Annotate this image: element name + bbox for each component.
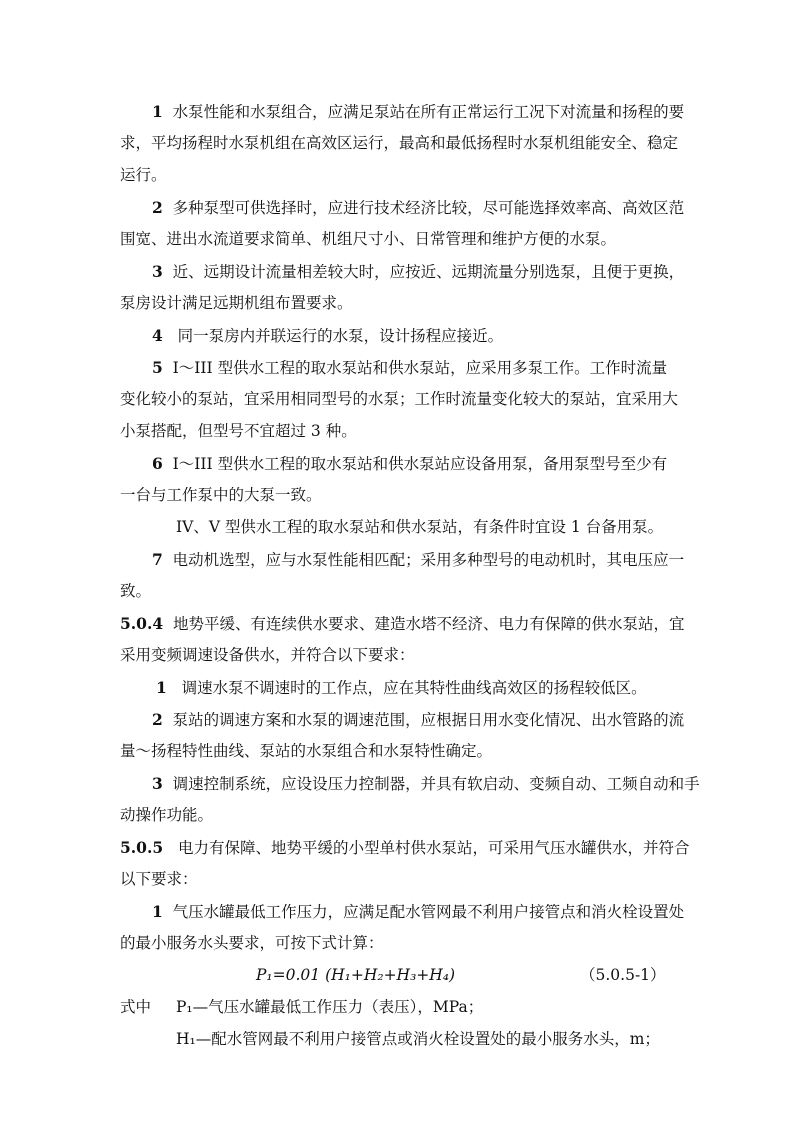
para-1-line-1: 1 水泵性能和水泵组合，应满足泵站在所有正常运行工况下对流量和扬程的要 xyxy=(152,102,685,121)
section-504-item-3-line-2: 动操作功能。 xyxy=(120,806,214,824)
where-item-h1: H₁—配水管网最不利用户接管点或消火栓设置处的最小服务水头，m； xyxy=(176,1030,660,1048)
item-number: 1 xyxy=(156,678,167,697)
item-number: 4 xyxy=(152,326,163,345)
para-5-line-3: 小泵搭配，但型号不宜超过 3 种。 xyxy=(120,422,357,440)
section-504-item-1: 1 调速水泵不调速时的工作点，应在其特性曲线高效区的扬程较低区。 xyxy=(156,678,647,697)
section-504-line-2: 采用变频调速设备供水，并符合以下要求： xyxy=(120,646,415,664)
para-1-line-2: 求，平均扬程时水泵机组在高效区运行，最高和最低扬程时水泵机组能安全、稳定 xyxy=(120,134,679,152)
where-label: 式中 xyxy=(120,998,152,1016)
item-number: 1 xyxy=(152,902,163,921)
section-number: 5.0.5 xyxy=(120,838,164,857)
item-number: 3 xyxy=(152,774,163,793)
para-2-line-2: 围宽、进出水流道要求简单、机组尺寸小、日常管理和维护方便的水泵。 xyxy=(120,230,617,248)
para-7-line-2: 致。 xyxy=(120,582,152,600)
para-2-line-1: 2 多种泵型可供选择时，应进行技术经济比较，尽可能选择效率高、高效区范 xyxy=(152,198,685,217)
section-number: 5.0.4 xyxy=(120,614,164,633)
section-504-line-1: 5.0.4 地势平缓、有连续供水要求、建造水塔不经济、电力有保障的供水泵站，宜 xyxy=(120,614,685,633)
para-7-line-1: 7 电动机选型，应与水泵性能相匹配；采用多种型号的电动机时，其电压应一 xyxy=(152,550,685,569)
section-505-line-1: 5.0.5 电力有保障、地势平缓的小型单村供水泵站，可采用气压水罐供水，并符合 xyxy=(120,838,690,857)
item-number: 2 xyxy=(152,710,163,729)
where-item-p1: P₁—气压水罐最低工作压力（表压），MPa； xyxy=(176,998,484,1016)
para-5-line-1: 5 I～III 型供水工程的取水泵站和供水泵站，应采用多泵工作。工作时流量 xyxy=(152,358,668,377)
para-iv-v: IV、V 型供水工程的取水泵站和供水泵站，有条件时宜设 1 台备用泵。 xyxy=(176,518,664,536)
item-number: 6 xyxy=(152,454,163,473)
para-3-line-1: 3 近、远期设计流量相差较大时，应按近、远期流量分别选泵，且便于更换， xyxy=(152,262,685,281)
item-number: 3 xyxy=(152,262,163,281)
para-4-line-1: 4 同一泵房内并联运行的水泵，设计扬程应接近。 xyxy=(152,326,504,345)
section-504-item-2-line-1: 2 泵站的调速方案和水泵的调速范围，应根据日用水变化情况、出水管路的流 xyxy=(152,710,685,729)
item-number: 5 xyxy=(152,358,163,377)
equation-number: （5.0.5-1） xyxy=(580,966,666,984)
section-504-item-2-line-2: 量～扬程特性曲线、泵站的水泵组合和水泵特性确定。 xyxy=(120,742,493,760)
section-504-item-3-line-1: 3 调速控制系统，应设设压力控制器，并具有软启动、变频自动、工频自动和手 xyxy=(152,774,700,793)
para-6-line-1: 6 I～III 型供水工程的取水泵站和供水泵站应设备用泵，备用泵型号至少有 xyxy=(152,454,668,473)
para-1-line-3: 运行。 xyxy=(120,166,167,184)
para-5-line-2: 变化较小的泵站，宜采用相同型号的水泵；工作时流量变化较大的泵站，宜采用大 xyxy=(120,390,679,408)
section-505-item-1-line-1: 1 气压水罐最低工作压力，应满足配水管网最不利用户接管点和消火栓设置处 xyxy=(152,902,685,921)
para-6-line-2: 一台与工作泵中的大泵一致。 xyxy=(120,486,322,504)
equation: P₁=0.01 (H₁+H₂+H₃+H₄) xyxy=(256,966,456,984)
item-number: 7 xyxy=(152,550,163,569)
item-number: 2 xyxy=(152,198,163,217)
section-505-item-1-line-2: 的最小服务水头要求，可按下式计算： xyxy=(120,934,384,952)
item-number: 1 xyxy=(152,102,163,121)
para-3-line-2: 泵房设计满足远期机组布置要求。 xyxy=(120,294,353,312)
section-505-line-2: 以下要求： xyxy=(120,870,198,888)
